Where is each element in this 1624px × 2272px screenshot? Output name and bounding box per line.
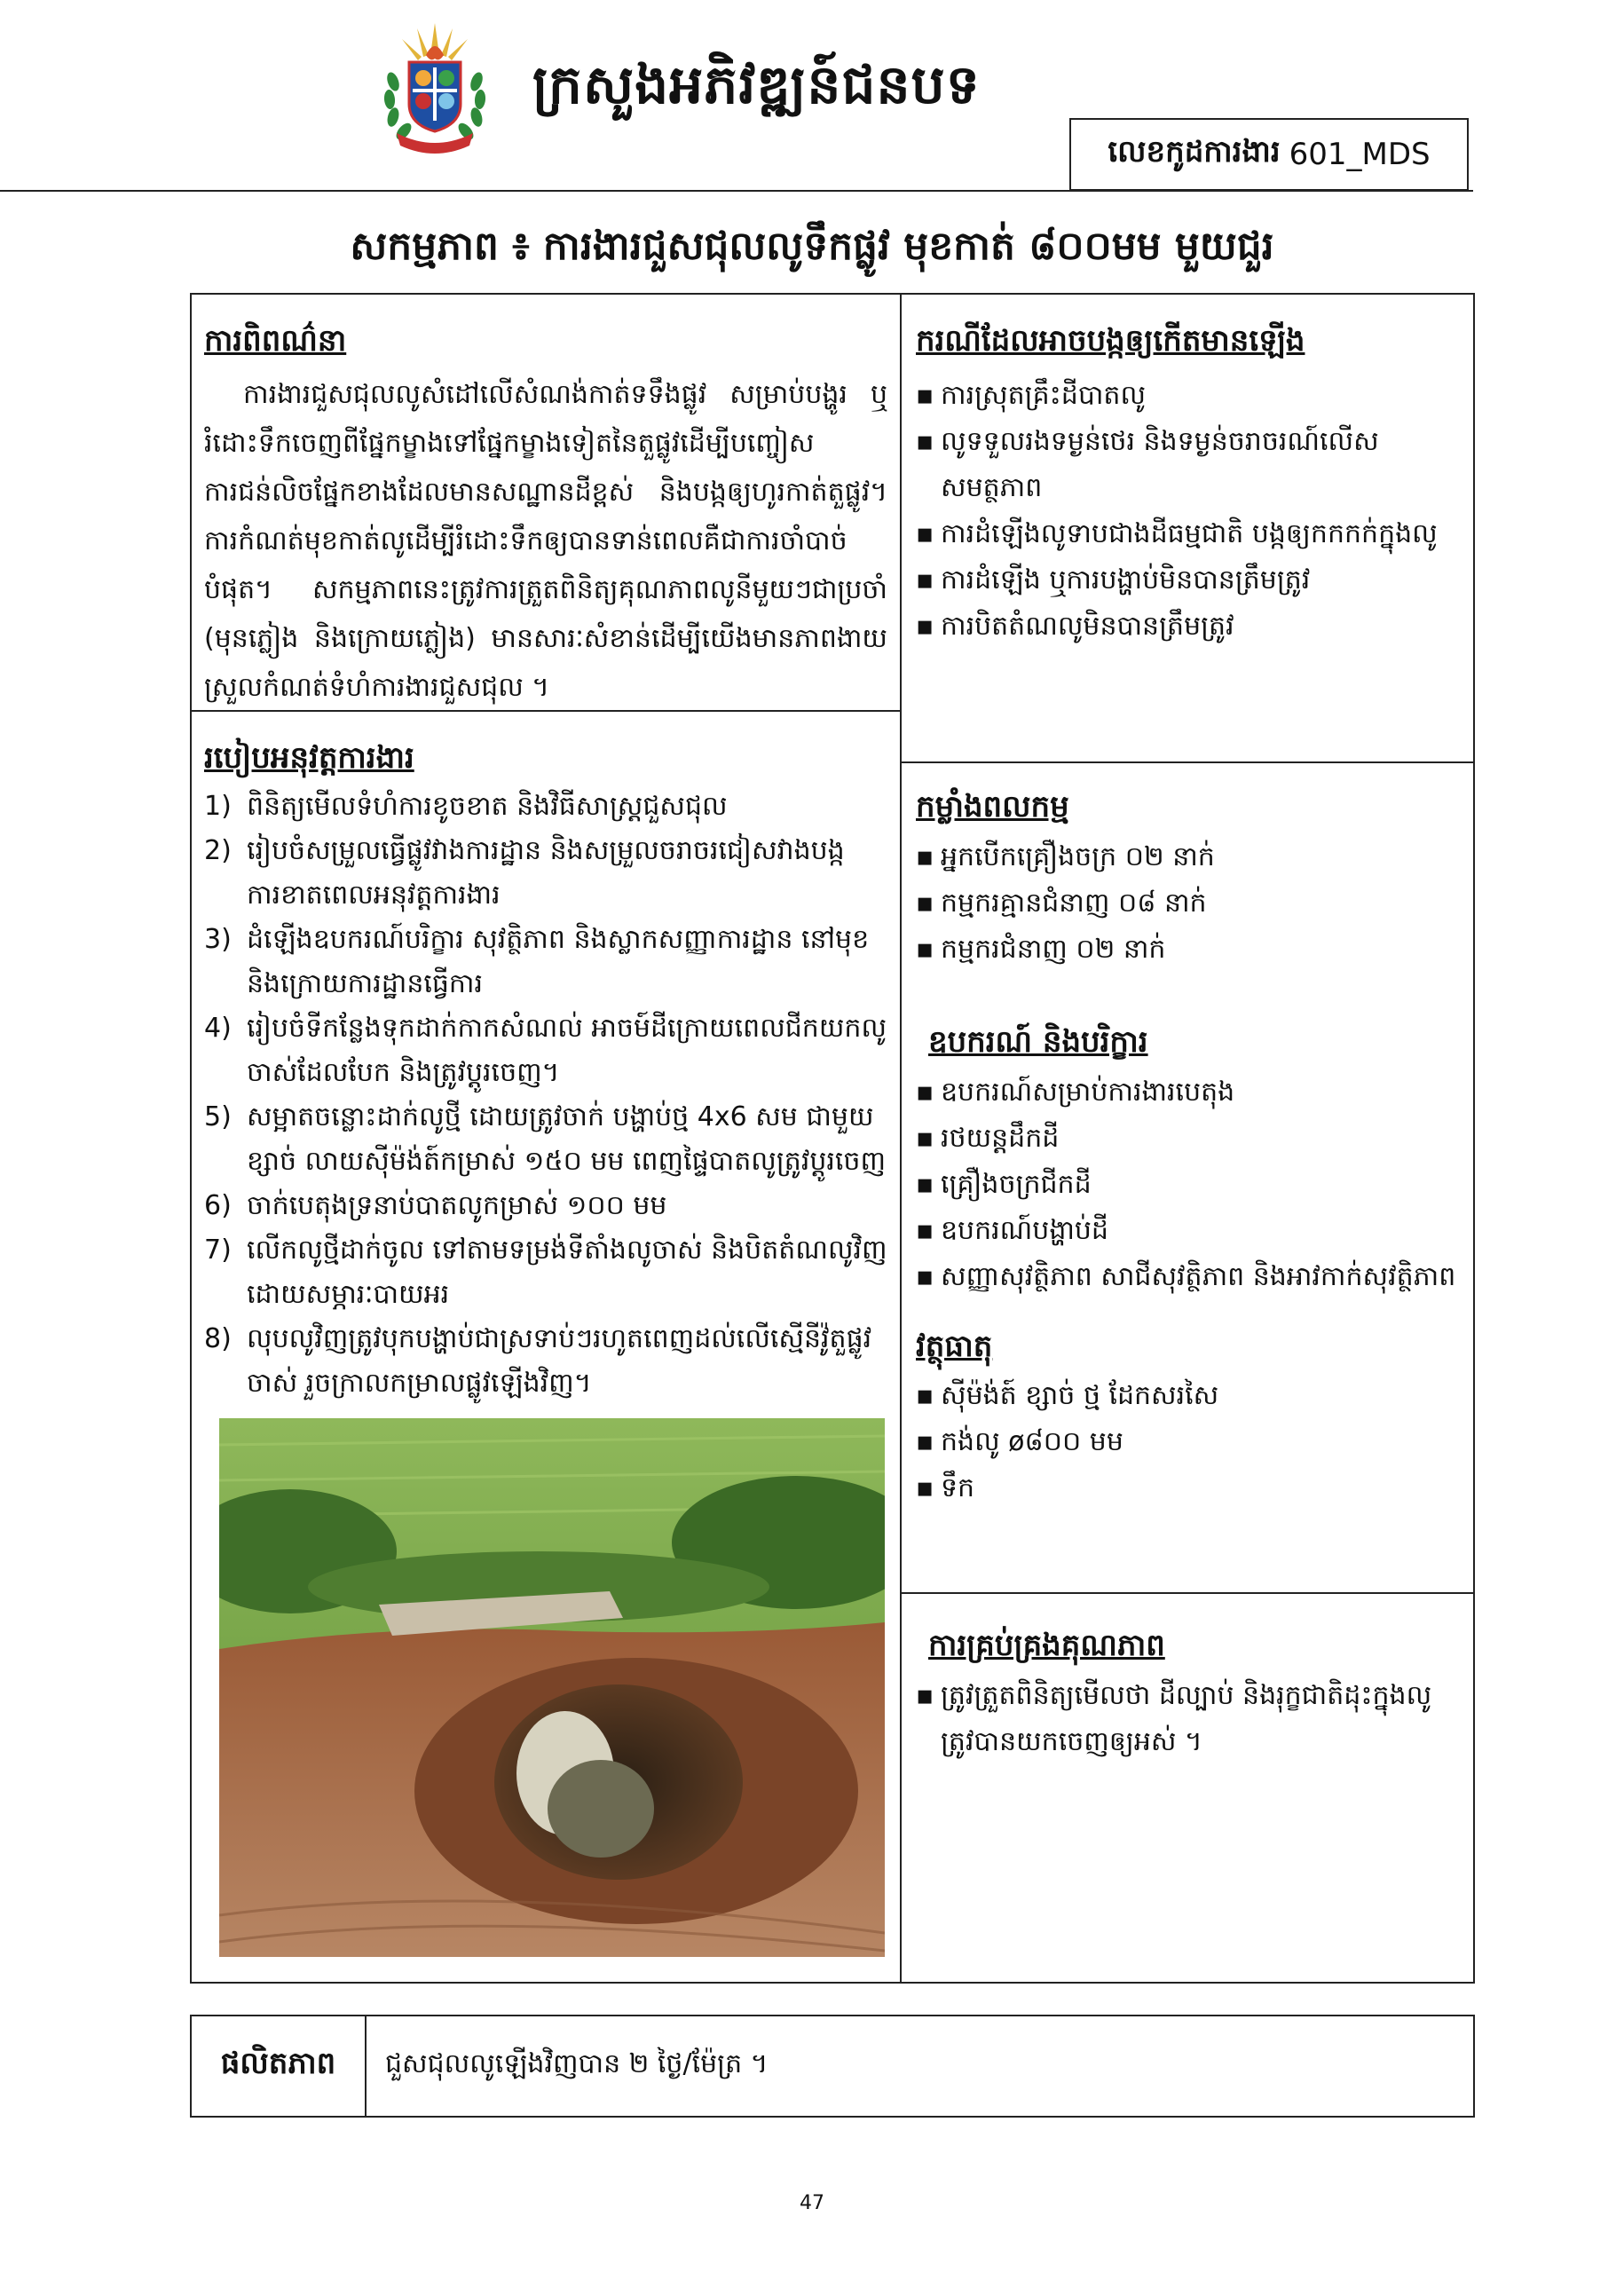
- productivity-box: [190, 2015, 1475, 2118]
- list-item: ▪ សញ្ញាសុវត្ថិភាព សាជីសុវត្ថិភាព និងអាវកាក់សុវត្ថិភាព: [916, 1254, 1466, 1300]
- list-item: ▪ កម្មករគ្មានជំនាញ ០៨ នាក់: [916, 880, 1457, 927]
- procedure-step: 4) រៀបចំទីកន្លែងទុកដាក់កាកសំណល់ អាចម៍ដីក្រោយពេលជីកយកលូចាស់ដែលបែក និងត្រូវប្តូរចេញ។: [204, 1013, 887, 1088]
- productivity-value: ជួសជុលលូឡើងវិញបាន ២ ថ្ងៃ/ម៉ែត្រ ។: [385, 2048, 769, 2079]
- quality-list: [916, 1673, 1457, 1765]
- list-item: ▪ កង់លូ ø៨០០ មម: [916, 1419, 1457, 1465]
- list-item: ▪ គ្រឿងចក្រជីកដី: [916, 1162, 1466, 1208]
- productivity-divider: [365, 2016, 367, 2116]
- header-divider: [0, 190, 1473, 192]
- procedure-step: 7) លើកលូថ្មីដាក់ចូល ទៅតាមទម្រង់ទីតាំងលូចាស់ និងបិតតំណលូវិញដោយសម្ភារៈបាយអរ: [204, 1235, 887, 1310]
- quality-title: ការគ្រប់គ្រងគុណភាព: [928, 1628, 1165, 1663]
- square-bullet-icon: ▪: [916, 1380, 934, 1411]
- list-item: ▪ លូទទួលរងទម្ងន់ថេរ និងទម្ងន់ចរាចរណ៍លើសសមត្ថភាព: [916, 419, 1457, 511]
- procedure-step: 5) សម្អាតចន្លោះដាក់លូថ្មី ដោយត្រូវចាក់ បង្ហាប់ថ្ម 4x6 សម ជាមួយខ្សាច់ លាយស៊ីម៉ង់ត៍កម្រាស់ ១៥០ មម ពេញផ្ទៃបាតលូត្រូវប្តូរចេញ: [204, 1101, 887, 1177]
- column-divider: [900, 295, 902, 1984]
- square-bullet-icon: ▪: [916, 1472, 934, 1503]
- list-item: ▪ ការស្រុតគ្រឹះដីបាតលូ: [916, 373, 1457, 419]
- procedure-step: 6) ចាក់បេតុងទ្រនាប់បាតលូកម្រាស់ ១០០ មម: [204, 1190, 667, 1221]
- square-bullet-icon: ▪: [916, 1169, 934, 1200]
- damaged-culvert-photo: [219, 1418, 885, 1957]
- productivity-label: ផលិតភាព: [220, 2046, 336, 2081]
- list-item: ▪ រថយន្តដឹកដី: [916, 1116, 1466, 1162]
- square-bullet-icon: ▪: [916, 426, 934, 457]
- procedure-list: [204, 785, 887, 1406]
- description-title: ការពិពណ៌នា: [204, 323, 347, 359]
- square-bullet-icon: ▪: [916, 888, 934, 919]
- work-code-box: [1069, 118, 1469, 191]
- causes-title: ករណីដែលអាចបង្កឲ្យកើតមានឡើង: [916, 323, 1305, 359]
- causes-list: [916, 373, 1457, 650]
- procedure-step: 2) រៀបចំសម្រួលធ្វើផ្លូវវាងការដ្ឋាន និងសម្រួលចរាចរជៀសវាងបង្កការខាតពេលអនុវត្តការងារ: [204, 835, 845, 911]
- square-bullet-icon: ▪: [916, 564, 934, 596]
- list-item: ▪ ត្រូវត្រួតពិនិត្យមើលថា ដីល្បាប់ និងរុក្ខជាតិដុះក្នុងលូត្រូវបានយកចេញឲ្យអស់ ។: [916, 1673, 1457, 1765]
- list-item: ▪ ឧបករណ៍សម្រាប់ការងារបេតុង: [916, 1069, 1466, 1116]
- list-item: ▪ កម្មករជំនាញ ០២ នាក់: [916, 927, 1457, 973]
- description-text: ការងារជួសជុលលូសំដៅលើសំណង់កាត់ទទឹងផ្លូវ សម្រាប់បង្ហូរ ឬរំដោះទឹកចេញពីផ្នែកម្ខាងទៅផ្នែកម្ខាងទៀតនៃតួផ្លូវដើម្បីបញ្ចៀសការជន់លិចផ្នែកខាងដែលមានសណ្ឋានដីខ្ពស់ និងបង្កឲ្យហូរកាត់តួផ្លូវ។ ការកំណត់មុខកាត់លូដើម្បីរំដោះទឹកឲ្យបានទាន់ពេលគឺជាការចាំបាច់បំផុត។ សកម្មភាពនេះត្រូវការត្រួតពិនិត្យគុណភាពលូនីមួយៗជាប្រចាំ (មុនភ្លៀង និងក្រោយភ្លៀង) មានសារៈសំខាន់ដើម្បីយើងមានភាពងាយស្រួលកំណត់ទំហំការងារជួសជុល ។: [204, 379, 887, 703]
- square-bullet-icon: ▪: [916, 841, 934, 872]
- square-bullet-icon: ▪: [916, 934, 934, 965]
- procedure-title: របៀបអនុវត្តការងារ: [204, 740, 414, 776]
- activity-title: សកម្មភាព ៖ ការងារជួសជុលលូទឹកផ្លូវ មុខកាត់ ៨០០មម មួយជួរ: [350, 224, 1274, 269]
- materials-list: [916, 1373, 1457, 1511]
- list-item: ▪ ឧបករណ៍បង្ហាប់ដី: [916, 1208, 1466, 1254]
- list-item: ▪ អ្នកបើកគ្រឿងចក្រ ០២ នាក់: [916, 834, 1457, 880]
- square-bullet-icon: ▪: [916, 1680, 934, 1711]
- list-item: ▪ ស៊ីម៉ង់ត៍ ខ្សាច់ ថ្ម ដែកសរសៃ: [916, 1373, 1457, 1419]
- square-bullet-icon: ▪: [916, 611, 934, 642]
- equipment-list: [916, 1069, 1466, 1300]
- list-item: ▪ ការដំឡើងលូទាបជាងដីធម្មជាតិ បង្កឲ្យកកកក់ក្នុងលូ: [916, 511, 1457, 557]
- work-code-label: លេខកូដការងារ: [1108, 134, 1281, 170]
- list-item: ▪ ការបិតតំណលូមិនបានត្រឹមត្រូវ: [916, 604, 1457, 650]
- square-bullet-icon: ▪: [916, 1077, 934, 1108]
- ministry-emblem-icon: [377, 20, 493, 157]
- materials-title: វត្ថុធាតុ: [916, 1329, 993, 1364]
- row-divider-resources: [900, 1592, 1473, 1594]
- procedure-step: 1) ពិនិត្យមើលទំហំការខូចខាត និងវិធីសាស្ត្រជួសជុល: [204, 791, 728, 822]
- square-bullet-icon: ▪: [916, 1123, 934, 1154]
- square-bullet-icon: ▪: [916, 1215, 934, 1246]
- equipment-title: ឧបករណ៍ និងបរិក្ខារ: [928, 1024, 1148, 1060]
- ministry-name: ក្រសួងអភិវឌ្ឍន៍ជនបទ: [532, 54, 981, 116]
- procedure-step: 8) លុបលូវិញត្រូវបុកបង្ហាប់ជាស្រទាប់ៗរហូតពេញដល់លើស្មើនីវ៉ូតួផ្លូវចាស់ រួចក្រាលកម្រាលផ្លូវឡើងវិញ។: [204, 1323, 872, 1399]
- square-bullet-icon: ▪: [916, 380, 934, 411]
- labor-title: កម្លាំងពលកម្ម: [916, 789, 1069, 824]
- page-number: 47: [800, 2192, 824, 2214]
- list-item: ▪ ទឹក: [916, 1465, 1457, 1511]
- square-bullet-icon: ▪: [916, 1426, 934, 1457]
- row-divider-causes: [900, 761, 1473, 763]
- square-bullet-icon: ▪: [916, 1261, 934, 1292]
- square-bullet-icon: ▪: [916, 518, 934, 549]
- work-code-value: 601_MDS: [1289, 137, 1431, 172]
- labor-list: [916, 834, 1457, 973]
- procedure-step: 3) ដំឡើងឧបករណ៍បរិក្ខារ សុវត្ថិភាព និងស្លាកសញ្ញាការដ្ឋាន នៅមុខនិងក្រោយការដ្ឋានធ្វើការ: [204, 924, 870, 999]
- list-item: ▪ ការដំឡើង ឬការបង្ហាប់មិនបានត្រឹមត្រូវ: [916, 557, 1457, 604]
